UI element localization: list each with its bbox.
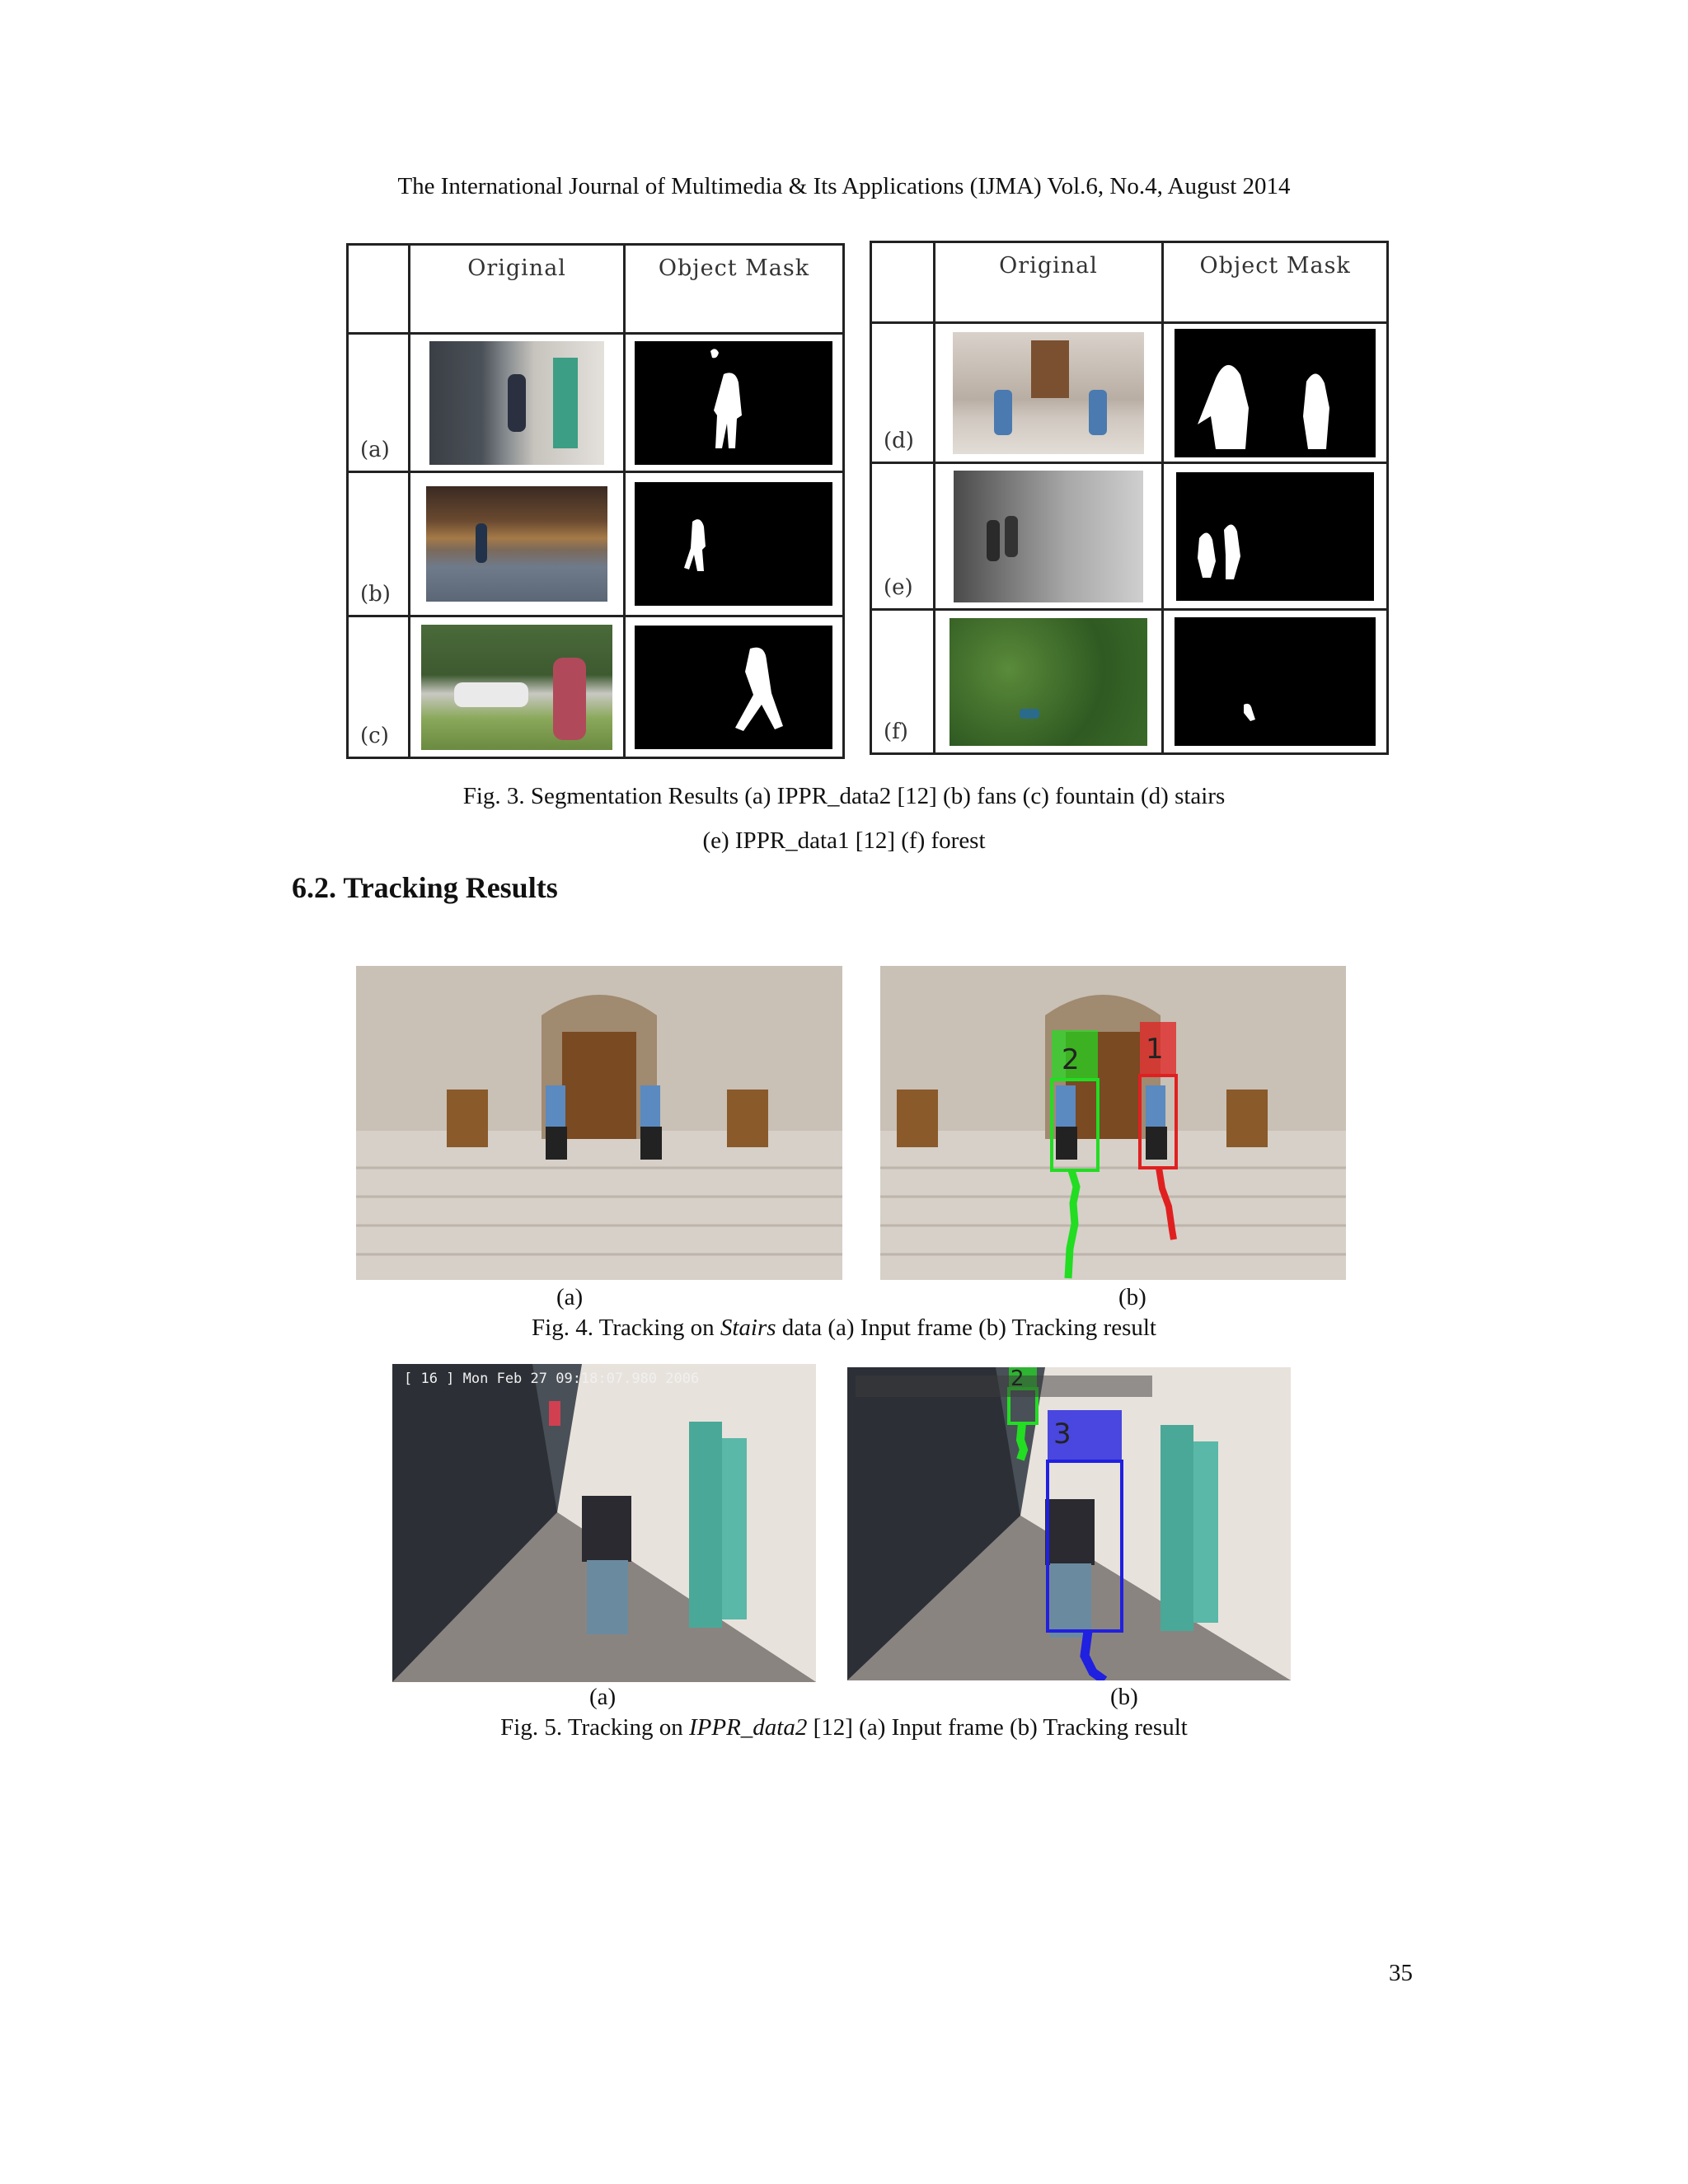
track-id-label: 3	[1053, 1418, 1071, 1451]
mask-image-cell	[624, 472, 843, 616]
ippr-data2-input-frame-image	[392, 1364, 816, 1682]
fig5-caption-dataset: IPPR_data2	[689, 1714, 808, 1741]
fig3-caption-line2: (e) IPPR_data1 [12] (f) forest	[702, 827, 986, 854]
track-id-label: 2	[1010, 1367, 1025, 1391]
timestamp-overlay: [ 16 ] Mon Feb 27 09:18:07.980 2006	[404, 1371, 700, 1387]
section-heading: 6.2. Tracking Results	[292, 871, 558, 904]
mask-image-cell	[624, 334, 843, 472]
fig4-sublabel-b: (b)	[1118, 1284, 1146, 1310]
stairs-tracking-result-image	[880, 966, 1346, 1280]
fountain-frame-image	[421, 625, 612, 750]
fig4-caption-dataset: Stairs	[720, 1315, 776, 1341]
column-header-original: Original	[410, 245, 625, 334]
forest-frame-image	[950, 618, 1147, 746]
object-mask-image	[635, 482, 832, 606]
object-mask-image	[1175, 329, 1376, 457]
fig4-sublabel-a: (a)	[556, 1284, 584, 1310]
fig5-caption: Fig. 5. Tracking on IPPR_data2 [12] (a) Input frame (b) Tracking result	[500, 1714, 1188, 1741]
object-mask-image	[1176, 472, 1374, 601]
row-label: (f)	[871, 610, 935, 754]
mask-image-cell	[1163, 463, 1388, 610]
object-mask-image	[635, 341, 832, 465]
fig4-caption: Fig. 4. Tracking on Stairs data (a) Input frame (b) Tracking result	[532, 1315, 1156, 1341]
original-image-cell	[934, 323, 1163, 463]
column-header-original: Original	[934, 242, 1163, 323]
track-id-label: 1	[1146, 1033, 1164, 1066]
stairs-input-frame-image	[356, 966, 842, 1280]
fig3-caption-line1: Fig. 3. Segmentation Results (a) IPPR_data2 [12] (b) fans (c) fountain (d) stairs	[462, 783, 1226, 809]
mask-image-cell	[1163, 323, 1388, 463]
ippr-data1-frame-image	[954, 471, 1143, 602]
mask-image-cell	[1163, 610, 1388, 754]
row-label: (d)	[871, 323, 935, 463]
column-header-object-mask: Object Mask	[624, 245, 843, 334]
fig5-sublabel-a: (a)	[589, 1684, 617, 1710]
stairs-frame-image	[953, 332, 1144, 454]
object-mask-image	[635, 626, 832, 749]
object-mask-image	[1175, 617, 1376, 746]
original-image-cell	[410, 472, 625, 616]
row-label: (a)	[348, 334, 410, 472]
ippr-data2-frame-image	[429, 341, 604, 465]
segmentation-table-right	[870, 241, 1389, 755]
original-image-cell	[410, 334, 625, 472]
ippr-data2-tracking-result-image	[847, 1367, 1291, 1680]
running-header: The International Journal of Multimedia & Its Applications (IJMA) Vol.6, No.4, August 2014	[397, 173, 1291, 199]
page-number: 35	[1389, 1960, 1413, 1986]
original-image-cell	[410, 616, 625, 758]
row-label: (e)	[871, 463, 935, 610]
row-label: (b)	[348, 472, 410, 616]
original-image-cell	[934, 610, 1163, 754]
table-corner-cell	[871, 242, 935, 323]
table-corner-cell	[348, 245, 410, 334]
segmentation-table-left	[346, 243, 845, 759]
fans-frame-image	[426, 486, 607, 602]
original-image-cell	[934, 463, 1163, 610]
column-header-object-mask: Object Mask	[1163, 242, 1388, 323]
row-label: (c)	[348, 616, 410, 758]
mask-image-cell	[624, 616, 843, 758]
fig5-sublabel-b: (b)	[1110, 1684, 1138, 1710]
track-id-label: 2	[1062, 1043, 1080, 1076]
